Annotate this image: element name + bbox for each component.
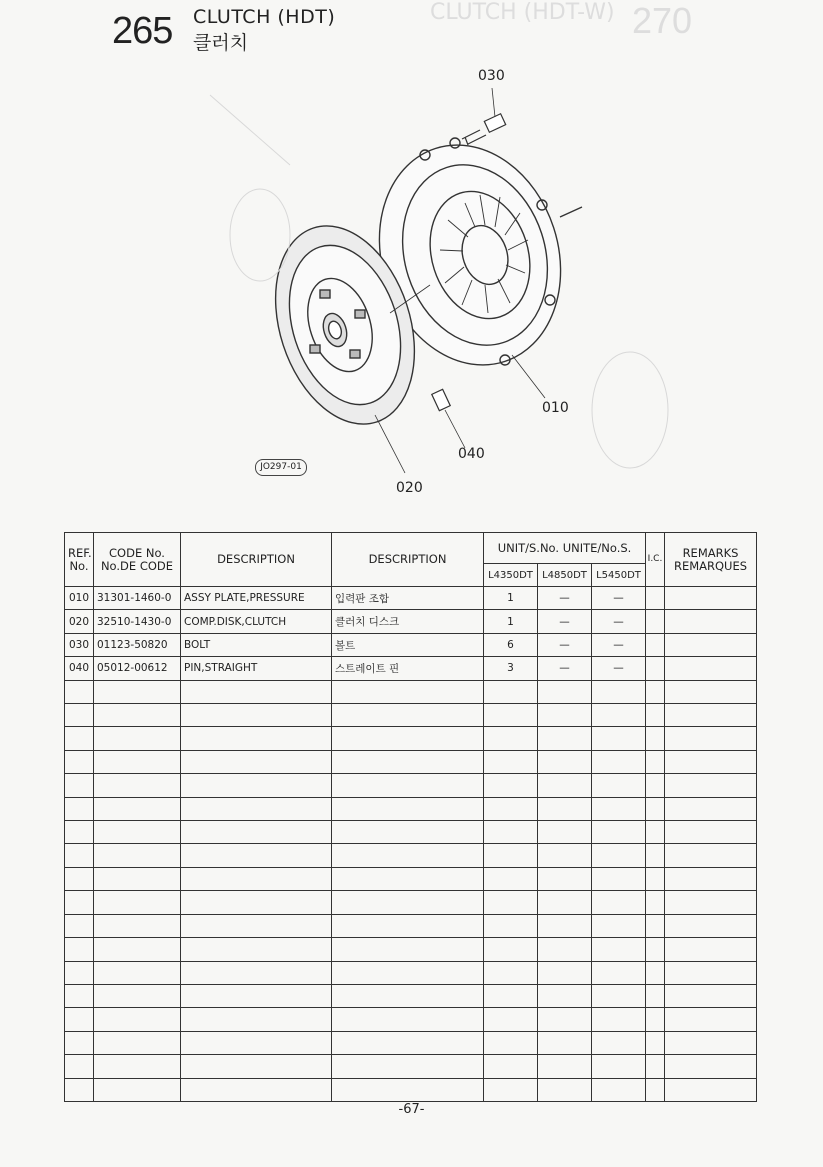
- empty-cell: [538, 821, 592, 844]
- empty-cell: [181, 704, 332, 727]
- bolt-drawing: [462, 114, 506, 145]
- empty-cell: [65, 727, 94, 750]
- empty-cell: [538, 844, 592, 867]
- empty-cell: [332, 867, 484, 890]
- empty-cell: [181, 1031, 332, 1054]
- empty-cell: [665, 867, 757, 890]
- ic-cell: [646, 657, 665, 680]
- remarks-cell: [665, 587, 757, 610]
- quantity-cell: —: [592, 633, 646, 656]
- table-row: [65, 657, 757, 680]
- header-ref-no: REF. No.: [65, 533, 94, 587]
- code-cell: 32510-1430-0: [94, 610, 181, 633]
- callout-010: 010: [542, 400, 569, 416]
- section-title-ko: 클러치: [193, 32, 249, 54]
- empty-cell: [484, 891, 538, 914]
- empty-cell: [484, 1031, 538, 1054]
- callout-030: 030: [478, 68, 505, 84]
- empty-cell: [665, 938, 757, 961]
- quantity-cell: 1: [484, 610, 538, 633]
- empty-cell: [592, 867, 646, 890]
- empty-cell: [665, 797, 757, 820]
- ic-cell: [646, 587, 665, 610]
- empty-cell: [484, 750, 538, 773]
- empty-cell: [181, 961, 332, 984]
- empty-table-row: [65, 1078, 757, 1101]
- empty-cell: [484, 704, 538, 727]
- empty-cell: [65, 1078, 94, 1101]
- empty-cell: [65, 774, 94, 797]
- empty-cell: [181, 1078, 332, 1101]
- empty-cell: [665, 750, 757, 773]
- empty-cell: [646, 1008, 665, 1031]
- empty-cell: [646, 750, 665, 773]
- empty-cell: [646, 797, 665, 820]
- bleed-through-number: 270: [632, 0, 693, 41]
- table-row: [65, 587, 757, 610]
- empty-cell: [484, 727, 538, 750]
- empty-cell: [484, 774, 538, 797]
- header-model: L4350DT: [484, 564, 538, 587]
- empty-cell: [181, 938, 332, 961]
- description-ko-cell: 클러치 디스크: [332, 610, 484, 633]
- header-unit: UNIT/S.No. UNITE/No.S.: [484, 533, 646, 564]
- description-ko-cell: 스트레이트 핀: [332, 657, 484, 680]
- quantity-cell: 1: [484, 587, 538, 610]
- empty-table-row: [65, 1008, 757, 1031]
- empty-cell: [181, 844, 332, 867]
- empty-cell: [65, 961, 94, 984]
- empty-cell: [665, 984, 757, 1007]
- description-ko-cell: 볼트: [332, 633, 484, 656]
- empty-cell: [181, 984, 332, 1007]
- quantity-cell: —: [538, 633, 592, 656]
- empty-cell: [665, 774, 757, 797]
- empty-cell: [646, 1078, 665, 1101]
- empty-cell: [646, 984, 665, 1007]
- empty-table-row: [65, 984, 757, 1007]
- empty-cell: [665, 844, 757, 867]
- empty-cell: [646, 774, 665, 797]
- empty-cell: [592, 821, 646, 844]
- empty-cell: [94, 774, 181, 797]
- empty-cell: [332, 891, 484, 914]
- quantity-cell: —: [592, 587, 646, 610]
- empty-cell: [332, 1078, 484, 1101]
- empty-cell: [94, 1031, 181, 1054]
- empty-cell: [332, 938, 484, 961]
- empty-cell: [181, 867, 332, 890]
- empty-cell: [592, 844, 646, 867]
- empty-cell: [65, 1055, 94, 1078]
- header-description-ko: DESCRIPTION: [332, 533, 484, 587]
- description-en-cell: PIN,STRAIGHT: [181, 657, 332, 680]
- quantity-cell: —: [538, 657, 592, 680]
- empty-table-row: [65, 750, 757, 773]
- empty-cell: [665, 1008, 757, 1031]
- empty-table-row: [65, 774, 757, 797]
- diagram-reference-code: JO297-01: [255, 459, 307, 476]
- empty-cell: [65, 867, 94, 890]
- empty-cell: [484, 984, 538, 1007]
- description-en-cell: ASSY PLATE,PRESSURE: [181, 587, 332, 610]
- empty-cell: [94, 914, 181, 937]
- empty-cell: [484, 938, 538, 961]
- empty-cell: [592, 891, 646, 914]
- empty-cell: [665, 680, 757, 703]
- quantity-cell: —: [592, 610, 646, 633]
- empty-cell: [592, 704, 646, 727]
- empty-cell: [484, 680, 538, 703]
- empty-cell: [592, 1031, 646, 1054]
- empty-cell: [484, 1078, 538, 1101]
- empty-cell: [592, 1008, 646, 1031]
- quantity-cell: —: [592, 657, 646, 680]
- empty-table-row: [65, 727, 757, 750]
- empty-table-row: [65, 938, 757, 961]
- quantity-cell: 6: [484, 633, 538, 656]
- empty-cell: [646, 938, 665, 961]
- empty-cell: [592, 961, 646, 984]
- header-ic: I.C.: [646, 533, 665, 587]
- empty-cell: [665, 1078, 757, 1101]
- empty-cell: [65, 750, 94, 773]
- empty-cell: [181, 750, 332, 773]
- empty-cell: [332, 821, 484, 844]
- empty-cell: [332, 797, 484, 820]
- empty-cell: [538, 984, 592, 1007]
- empty-table-row: [65, 961, 757, 984]
- empty-cell: [538, 750, 592, 773]
- table-row: [65, 633, 757, 656]
- empty-cell: [94, 1055, 181, 1078]
- callout-020: 020: [396, 480, 423, 496]
- empty-table-row: [65, 891, 757, 914]
- empty-cell: [65, 821, 94, 844]
- empty-table-row: [65, 867, 757, 890]
- quantity-cell: 3: [484, 657, 538, 680]
- empty-cell: [646, 727, 665, 750]
- remarks-cell: [665, 610, 757, 633]
- empty-cell: [94, 867, 181, 890]
- code-cell: 05012-00612: [94, 657, 181, 680]
- ic-cell: [646, 633, 665, 656]
- clutch-exploded-diagram: [150, 55, 670, 475]
- empty-cell: [484, 797, 538, 820]
- empty-cell: [94, 938, 181, 961]
- empty-cell: [484, 821, 538, 844]
- empty-cell: [332, 750, 484, 773]
- ref-cell: 030: [65, 633, 94, 656]
- empty-cell: [484, 914, 538, 937]
- code-cell: 01123-50820: [94, 633, 181, 656]
- empty-table-row: [65, 821, 757, 844]
- empty-cell: [592, 984, 646, 1007]
- header-model: L4850DT: [538, 564, 592, 587]
- empty-cell: [538, 797, 592, 820]
- empty-cell: [332, 844, 484, 867]
- remarks-cell: [665, 633, 757, 656]
- empty-cell: [646, 704, 665, 727]
- empty-cell: [181, 797, 332, 820]
- quantity-cell: —: [538, 587, 592, 610]
- empty-cell: [592, 938, 646, 961]
- empty-cell: [94, 984, 181, 1007]
- empty-cell: [484, 1008, 538, 1031]
- empty-cell: [65, 1008, 94, 1031]
- empty-cell: [94, 797, 181, 820]
- description-en-cell: BOLT: [181, 633, 332, 656]
- empty-cell: [538, 1008, 592, 1031]
- ref-cell: 020: [65, 610, 94, 633]
- empty-cell: [665, 727, 757, 750]
- code-cell: 31301-1460-0: [94, 587, 181, 610]
- empty-cell: [646, 961, 665, 984]
- empty-cell: [484, 844, 538, 867]
- empty-cell: [181, 727, 332, 750]
- empty-cell: [65, 844, 94, 867]
- empty-cell: [592, 914, 646, 937]
- empty-cell: [181, 1008, 332, 1031]
- empty-cell: [332, 961, 484, 984]
- empty-cell: [592, 750, 646, 773]
- empty-cell: [538, 938, 592, 961]
- table-row: [65, 610, 757, 633]
- empty-cell: [665, 1031, 757, 1054]
- empty-cell: [332, 1055, 484, 1078]
- empty-cell: [538, 680, 592, 703]
- empty-cell: [65, 914, 94, 937]
- header-code-no: CODE No. No.DE CODE: [94, 533, 181, 587]
- empty-cell: [332, 680, 484, 703]
- empty-cell: [646, 1055, 665, 1078]
- header-remarks: REMARKS REMARQUES: [665, 533, 757, 587]
- remarks-cell: [665, 657, 757, 680]
- section-title-en: CLUTCH (HDT): [193, 6, 336, 28]
- empty-cell: [94, 1078, 181, 1101]
- empty-cell: [94, 891, 181, 914]
- empty-cell: [181, 914, 332, 937]
- empty-cell: [94, 821, 181, 844]
- empty-cell: [94, 961, 181, 984]
- empty-cell: [538, 961, 592, 984]
- empty-cell: [538, 774, 592, 797]
- section-number: 265: [112, 10, 173, 52]
- empty-cell: [94, 750, 181, 773]
- ref-cell: 010: [65, 587, 94, 610]
- empty-cell: [332, 914, 484, 937]
- description-ko-cell: 입력판 조합: [332, 587, 484, 610]
- empty-cell: [665, 1055, 757, 1078]
- callout-040: 040: [458, 446, 485, 462]
- empty-cell: [332, 704, 484, 727]
- empty-cell: [538, 914, 592, 937]
- empty-cell: [332, 774, 484, 797]
- empty-cell: [538, 1078, 592, 1101]
- empty-cell: [646, 844, 665, 867]
- ref-cell: 040: [65, 657, 94, 680]
- empty-cell: [538, 727, 592, 750]
- empty-cell: [181, 1055, 332, 1078]
- empty-cell: [592, 680, 646, 703]
- empty-cell: [538, 1055, 592, 1078]
- empty-table-row: [65, 914, 757, 937]
- empty-cell: [94, 704, 181, 727]
- empty-cell: [665, 914, 757, 937]
- empty-cell: [538, 704, 592, 727]
- empty-cell: [65, 680, 94, 703]
- empty-cell: [332, 727, 484, 750]
- empty-table-row: [65, 680, 757, 703]
- empty-cell: [646, 821, 665, 844]
- empty-cell: [538, 1031, 592, 1054]
- empty-cell: [94, 1008, 181, 1031]
- empty-cell: [592, 1055, 646, 1078]
- empty-cell: [592, 1078, 646, 1101]
- empty-cell: [592, 774, 646, 797]
- empty-cell: [592, 727, 646, 750]
- description-en-cell: COMP.DISK,CLUTCH: [181, 610, 332, 633]
- empty-cell: [65, 984, 94, 1007]
- bleed-through-title: CLUTCH (HDT-W): [430, 0, 615, 25]
- empty-cell: [484, 961, 538, 984]
- empty-cell: [665, 704, 757, 727]
- parts-table: [64, 532, 757, 1102]
- empty-cell: [538, 891, 592, 914]
- empty-cell: [538, 867, 592, 890]
- page-footer: -67-: [398, 1102, 425, 1117]
- empty-table-row: [65, 1031, 757, 1054]
- empty-cell: [646, 914, 665, 937]
- empty-cell: [65, 938, 94, 961]
- empty-table-row: [65, 1055, 757, 1078]
- quantity-cell: —: [538, 610, 592, 633]
- empty-table-row: [65, 704, 757, 727]
- empty-cell: [646, 1031, 665, 1054]
- empty-cell: [181, 774, 332, 797]
- empty-cell: [94, 844, 181, 867]
- ic-cell: [646, 610, 665, 633]
- pin-drawing: [432, 389, 450, 410]
- empty-cell: [332, 1008, 484, 1031]
- empty-cell: [646, 867, 665, 890]
- header-description-en: DESCRIPTION: [181, 533, 332, 587]
- empty-cell: [65, 891, 94, 914]
- empty-cell: [484, 1055, 538, 1078]
- empty-cell: [65, 1031, 94, 1054]
- empty-cell: [65, 704, 94, 727]
- empty-cell: [332, 984, 484, 1007]
- empty-cell: [665, 891, 757, 914]
- empty-cell: [592, 797, 646, 820]
- empty-cell: [181, 891, 332, 914]
- empty-table-row: [65, 797, 757, 820]
- empty-cell: [665, 821, 757, 844]
- empty-cell: [181, 821, 332, 844]
- empty-cell: [646, 891, 665, 914]
- empty-table-row: [65, 844, 757, 867]
- empty-cell: [181, 680, 332, 703]
- empty-cell: [94, 727, 181, 750]
- empty-cell: [665, 961, 757, 984]
- header-model: L5450DT: [592, 564, 646, 587]
- empty-cell: [65, 797, 94, 820]
- empty-cell: [94, 680, 181, 703]
- empty-cell: [646, 680, 665, 703]
- empty-cell: [332, 1031, 484, 1054]
- empty-cell: [484, 867, 538, 890]
